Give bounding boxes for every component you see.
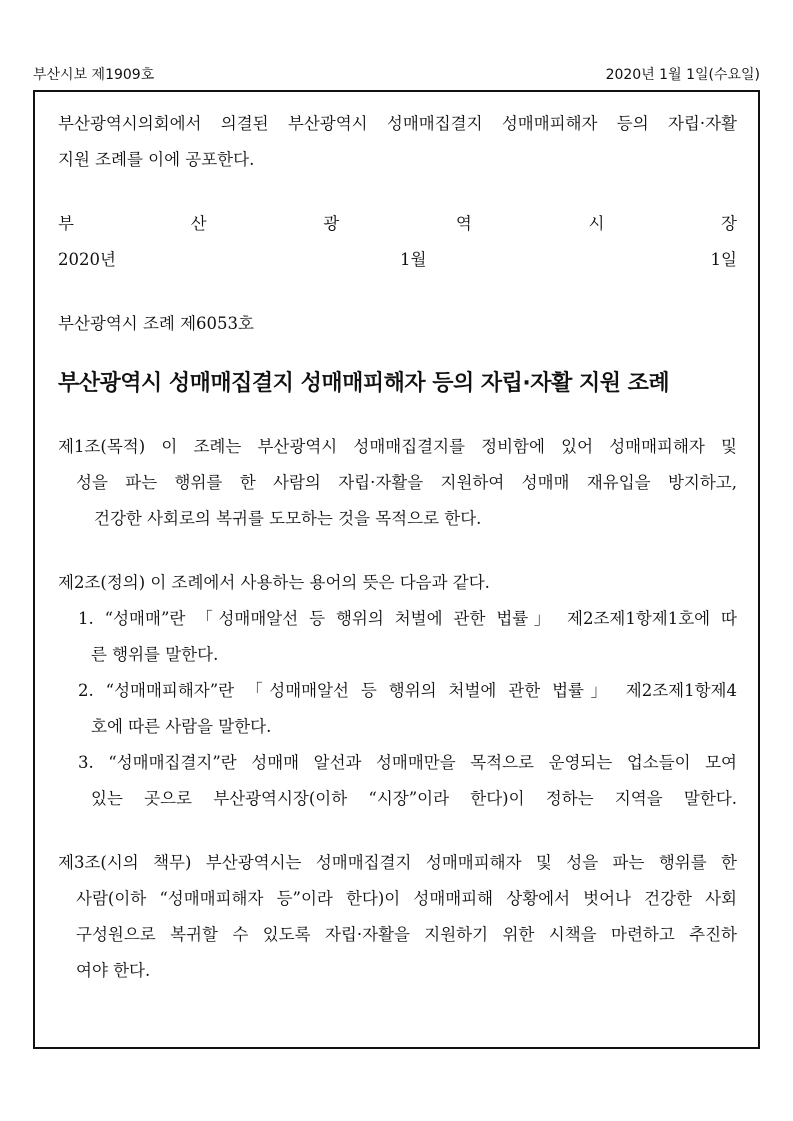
article-2-item-1-line-1: 1. “성매매”란 「성매매알선 등 행위의 처벌에 관한 법률」 제2조제1항제1호에 따 [78, 609, 737, 628]
article-3 [58, 845, 737, 989]
article-2-lead: 제2조(정의) 이 조례에서 사용하는 용어의 뜻은 다음과 같다. [58, 573, 490, 592]
document-content [58, 106, 737, 989]
ordinance-number: 부산광역시 조례 제6053호 [58, 314, 254, 333]
article-2-item-3-line-2: 있는 곳으로 부산광역시장(이하 “시장”이라 한다)이 정하는 지역을 말한다. [91, 789, 737, 808]
article-1 [58, 429, 737, 537]
article-1-line-2: 성을 파는 행위를 한 사람의 자립·자활을 지원하여 성매매 재유입을 방지하고, [76, 473, 737, 492]
article-3-line-2: 사람(이하 “성매매피해자 등”이라 한다)이 성매매피해 상황에서 벗어나 건강한 사회 [76, 889, 737, 908]
promulgation-line-1: 부산광역시의회에서 의결된 부산광역시 성매매집결지 성매매피해자 등의 자립·자활 [58, 114, 737, 133]
gazette-issue: 부산시보 제1909호 [33, 67, 155, 83]
article-1-line-3: 건강한 사회로의 복귀를 도모하는 것을 목적으로 한다. [94, 509, 482, 528]
ordinance-title: 부산광역시 성매매집결지 성매매피해자 등의 자립·자활 지원 조례 [58, 371, 670, 396]
article-3-line-4: 여야 한다. [76, 961, 151, 980]
promulgation-block [58, 106, 737, 278]
article-1-line-1: 제1조(목적) 이 조례는 부산광역시 성매매집결지를 정비함에 있어 성매매피해자 및 [58, 437, 737, 456]
gazette-date: 2020년 1월 1일(수요일) [605, 67, 760, 83]
article-3-line-1: 제3조(시의 책무) 부산광역시는 성매매집결지 성매매피해자 및 성을 파는 행위를 한 [58, 853, 737, 872]
promulgation-date: 2020년 1월 1일 [58, 250, 737, 269]
promulgation-line-2: 지원 조례를 이에 공포한다. [58, 150, 255, 169]
article-2 [58, 565, 737, 817]
gazette-header [33, 64, 760, 88]
article-2-item-2-line-2: 호에 따른 사람을 말한다. [91, 717, 272, 736]
article-2-item-1-line-2: 른 행위를 말한다. [91, 645, 219, 664]
article-2-item-2-line-1: 2. “성매매피해자”란 「성매매알선 등 행위의 처벌에 관한 법률」 제2조제1항제4 [78, 681, 737, 700]
article-3-line-3: 구성원으로 복귀할 수 있도록 자립·자활을 지원하기 위한 시책을 마련하고 추진하 [76, 925, 737, 944]
mayor-signature: 부 산 광 역 시 장 [58, 214, 737, 233]
article-2-item-3-line-1: 3. “성매매집결지”란 성매매 알선과 성매매만을 목적으로 운영되는 업소들이 모여 [78, 753, 737, 772]
